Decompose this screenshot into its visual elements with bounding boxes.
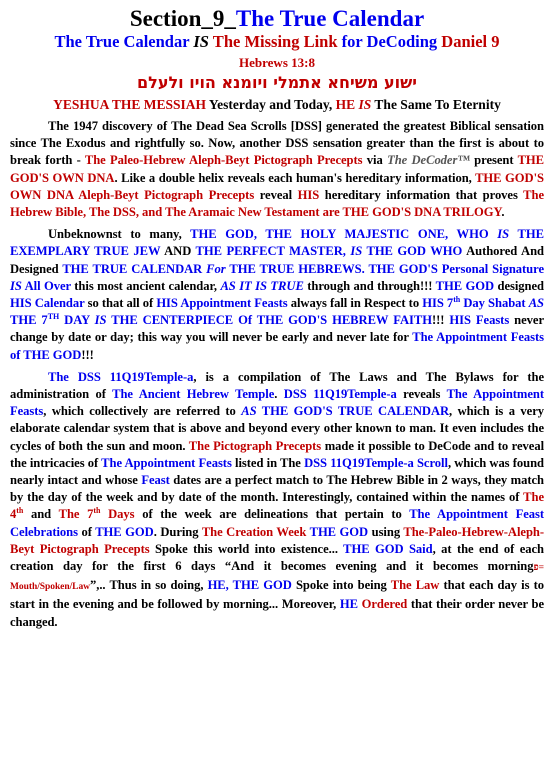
- text-run: , at the end of each creation day for the first 6 days “And it becomes evening and it becomes morning: [10, 541, 544, 574]
- text-run: IS: [193, 32, 209, 51]
- text-run: Daniel 9: [441, 32, 500, 51]
- page-title: [10, 6, 544, 32]
- text-run: The True Calendar: [54, 32, 194, 51]
- text-run: dates are a perfect match to The Hebrew Bible in 2 ways, they match by the day of the week and by date of the month. Interestingly, contained within the names of: [10, 473, 545, 505]
- text-run: always fall in Respect to: [287, 296, 423, 311]
- text-run: through and through!!!: [303, 278, 436, 293]
- text-run: The 4: [10, 490, 544, 522]
- text-run: THE GOD WHO: [362, 244, 463, 259]
- text-run: HIS: [297, 187, 320, 202]
- text-run: The Hebrew Bible, The DSS, and The Aramaic New Testament are THE GOD'S DNA TRILOGY: [10, 187, 544, 220]
- text-run: AS: [241, 404, 257, 419]
- text-run: IS: [350, 244, 363, 259]
- text-run: AS IT IS TRUE: [220, 278, 304, 293]
- text-run: Spoke into being: [291, 578, 391, 593]
- text-run: The Creation Week: [201, 524, 307, 539]
- text-run: never change by date or day; this way you will never be early and never late for: [10, 313, 544, 345]
- text-run: , which collectively are referred to: [43, 404, 242, 419]
- text-run: Spoke this world into existence...: [149, 541, 344, 556]
- text-run: !!!: [81, 347, 94, 362]
- title-main-label: The True Calendar: [235, 6, 425, 31]
- text-run: present: [469, 153, 518, 168]
- text-run: , which is a very elaborate calendar system that is above and beyond every other known to man. It even includes the cycles of both the sun and moon.: [10, 404, 544, 453]
- text-run: of the week are delineations that pertain to: [134, 507, 410, 522]
- text-run: Ordered: [361, 597, 408, 612]
- text-run: IS: [94, 313, 107, 328]
- text-run: The Ancient Hebrew Temple: [112, 387, 275, 402]
- text-run: THE CENTERPIECE Of THE GOD'S HEBREW FAITH: [106, 313, 432, 328]
- text-run: that their order never be changed.: [10, 597, 544, 629]
- text-run: The Appointment Feast Celebrations: [10, 507, 544, 539]
- paragraph-2: [10, 226, 544, 364]
- text-run: . Like a double helix reveals each human's hereditary information,: [114, 170, 476, 185]
- text-run: DSS 11Q19Temple-a: [283, 387, 397, 402]
- text-run: THE TRUE CALENDAR: [62, 261, 207, 276]
- text-run: Yesterday and Today,: [208, 97, 336, 112]
- text-run: !!!: [431, 313, 450, 328]
- text-run: Unbeknownst to many,: [48, 227, 191, 242]
- text-run: HIS Calendar: [10, 296, 85, 311]
- text-run: for DeCoding: [341, 32, 442, 51]
- text-run: IS: [10, 278, 22, 293]
- page-subtitle: [10, 32, 544, 52]
- text-run: .: [274, 387, 284, 402]
- text-run: AND: [160, 244, 196, 259]
- text-run: The Appointment Feasts: [10, 387, 544, 419]
- text-run: HIS Appointment Feasts: [156, 296, 288, 311]
- text-run: The DeCoder™: [387, 153, 470, 168]
- text-run: The Appointment Feasts: [101, 455, 232, 470]
- text-run: The Appointment Feasts of THE GOD: [10, 330, 545, 362]
- text-run: th: [16, 506, 24, 516]
- text-run: , is a compilation of The Laws and The Bylaws for the administration of: [10, 369, 544, 402]
- text-run: th: [453, 294, 461, 304]
- text-run: AS: [528, 296, 544, 311]
- text-run: Feast: [141, 473, 170, 488]
- text-run: hereditary information that proves: [319, 187, 524, 202]
- text-run: .: [501, 205, 505, 220]
- text-run: The 1947 discovery of The Dead Sea Scrolls [DSS] generated the greatest Biblical sensation since The Exodus and rightfully so. Now, another DSS sensation greater than the first is about to break forth -: [10, 119, 544, 168]
- text-run: DSS 11Q19Temple-a Scroll: [304, 455, 448, 470]
- text-run: Authored And Designed: [10, 244, 544, 276]
- text-run: this most ancient calendar,: [70, 278, 221, 293]
- text-run: The 7: [58, 507, 94, 522]
- text-run: The Law: [390, 578, 440, 593]
- text-run: פ= Mouth/Spoken/Law: [10, 563, 544, 593]
- text-run: designed: [494, 278, 544, 293]
- text-run: YESHUA THE MESSIAH: [53, 97, 209, 112]
- text-run: IS: [497, 227, 510, 242]
- text-run: For: [206, 261, 226, 276]
- text-run: THE GOD: [435, 278, 495, 293]
- text-run: THE GOD'S TRUE CALENDAR: [256, 404, 450, 419]
- text-run: The Missing Link: [208, 32, 342, 51]
- text-run: THE EXEMPLARY TRUE JEW: [10, 227, 544, 259]
- text-run: Day Shabat: [460, 296, 529, 311]
- text-run: and: [23, 507, 59, 522]
- text-run: so that all of: [84, 296, 157, 311]
- text-run: ”,.. Thus in so doing,: [89, 578, 208, 593]
- text-run: TH: [47, 312, 60, 322]
- verse-reference: Hebrews 13:8: [239, 55, 315, 70]
- text-run: using: [368, 524, 404, 539]
- text-run: The Pictograph Precepts: [188, 438, 322, 453]
- text-run: THE GOD'S OWN DNA: [10, 153, 545, 185]
- text-run: THE GOD Said: [343, 541, 433, 556]
- text-run: THE GOD, THE HOLY MAJESTIC ONE, WHO: [190, 227, 498, 242]
- text-run: listed in The: [231, 455, 305, 470]
- text-run: The Same To Eternity: [371, 97, 501, 112]
- text-run: THE GOD: [306, 524, 369, 539]
- text-run: THE GOD: [95, 524, 154, 539]
- text-run: THE TRUE HEBREWS. THE GOD'S Personal Signature: [225, 261, 544, 276]
- text-run: via: [362, 153, 388, 168]
- title-section-label: Section_9_: [129, 6, 236, 31]
- text-run: THE PERFECT MASTER,: [195, 244, 351, 259]
- text-run: All Over: [21, 278, 71, 293]
- text-run: DAY: [59, 313, 95, 328]
- text-run: HE: [339, 597, 358, 612]
- text-run: IS: [358, 97, 372, 112]
- text-run: that each day is to start in the evening and be followed by morning... Moreover,: [10, 578, 544, 612]
- text-run: . During: [153, 524, 202, 539]
- text-run: reveals: [396, 387, 447, 402]
- text-run: HE: [335, 97, 359, 112]
- text-run: , which was found nearly intact and whose: [10, 455, 544, 488]
- text-run: The-Paleo-Hebrew-Aleph-Beyt Pictograph Precepts: [10, 524, 544, 556]
- text-run: THE 7: [10, 313, 48, 328]
- paragraph-3: [10, 369, 544, 631]
- text-run: made it possible to DeCode and to reveal the intricacies of: [10, 438, 545, 470]
- text-run: HIS Feasts: [449, 313, 510, 328]
- text-run: HIS 7: [422, 296, 454, 311]
- text-run: Days: [100, 507, 135, 522]
- text-run: of: [77, 524, 96, 539]
- hebrew-verse-line: ישוע משיחא אתמלי ויומנא הויו ולעלם: [137, 73, 417, 92]
- verse-translation: [10, 96, 544, 114]
- text-run: th: [93, 506, 101, 516]
- text-run: The DSS 11Q19Temple-a: [48, 369, 194, 384]
- text-run: THE GOD'S OWN DNA Aleph-Beyt Pictograph Precepts: [10, 170, 544, 202]
- text-run: The Paleo-Hebrew Aleph-Beyt Pictograph Precepts: [84, 153, 363, 168]
- text-run: HE, THE GOD: [207, 578, 292, 593]
- paragraph-1: [10, 118, 544, 221]
- text-run: reveal: [254, 187, 298, 202]
